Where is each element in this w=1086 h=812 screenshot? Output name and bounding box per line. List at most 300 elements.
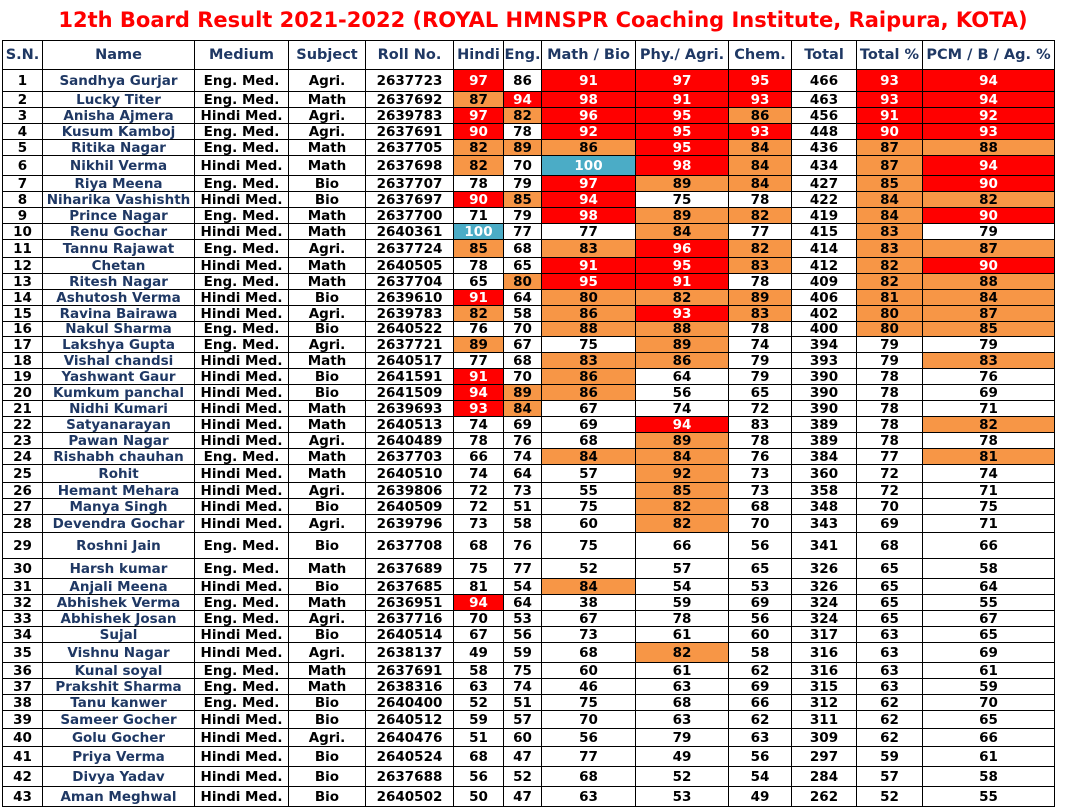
cell-phy-agri[interactable]: 96 — [636, 240, 729, 258]
cell-medium[interactable]: Eng. Med. — [195, 240, 289, 258]
cell-roll-no[interactable]: 2640522 — [366, 322, 454, 337]
cell-phy-agri[interactable]: 95 — [636, 258, 729, 274]
cell-roll-no[interactable]: 2637691 — [366, 124, 454, 140]
cell-roll-no[interactable]: 2640517 — [366, 353, 454, 369]
cell-medium[interactable]: Eng. Med. — [195, 611, 289, 627]
cell-pcm-percent[interactable]: 81 — [923, 449, 1055, 465]
cell-math-bio[interactable]: 46 — [542, 679, 636, 695]
table-row[interactable] — [3, 322, 1055, 337]
cell-roll-no[interactable]: 2637708 — [366, 533, 454, 559]
cell-sn[interactable]: 36 — [3, 663, 43, 679]
cell-sn[interactable]: 26 — [3, 483, 43, 499]
cell-math-bio[interactable]: 52 — [542, 559, 636, 579]
cell-total[interactable]: 262 — [792, 787, 857, 807]
column-header-subject[interactable]: Subject — [289, 41, 366, 70]
cell-chem[interactable]: 76 — [729, 449, 792, 465]
cell-pcm-percent[interactable]: 93 — [923, 124, 1055, 140]
cell-roll-no[interactable]: 2637700 — [366, 208, 454, 224]
cell-math-bio[interactable]: 86 — [542, 369, 636, 385]
cell-hindi[interactable]: 94 — [454, 595, 504, 611]
cell-sn[interactable]: 39 — [3, 711, 43, 729]
cell-name[interactable]: Satyanarayan — [43, 417, 195, 433]
cell-hindi[interactable]: 67 — [454, 627, 504, 643]
cell-pcm-percent[interactable]: 79 — [923, 224, 1055, 240]
cell-total[interactable]: 389 — [792, 417, 857, 433]
cell-name[interactable]: Prince Nagar — [43, 208, 195, 224]
cell-sn[interactable]: 38 — [3, 695, 43, 711]
cell-math-bio[interactable]: 77 — [542, 224, 636, 240]
cell-hindi[interactable]: 78 — [454, 176, 504, 192]
cell-pcm-percent[interactable]: 84 — [923, 290, 1055, 306]
cell-english[interactable]: 47 — [504, 787, 542, 807]
cell-phy-agri[interactable]: 79 — [636, 729, 729, 747]
cell-english[interactable]: 77 — [504, 559, 542, 579]
cell-hindi[interactable]: 56 — [454, 767, 504, 787]
cell-chem[interactable]: 72 — [729, 401, 792, 417]
cell-math-bio[interactable]: 86 — [542, 306, 636, 322]
cell-total-percent[interactable]: 87 — [857, 140, 923, 156]
cell-english[interactable]: 74 — [504, 449, 542, 465]
table-row[interactable] — [3, 224, 1055, 240]
cell-subject[interactable]: Agri. — [289, 433, 366, 449]
cell-medium[interactable]: Hindi Med. — [195, 579, 289, 595]
cell-phy-agri[interactable]: 95 — [636, 124, 729, 140]
cell-medium[interactable]: Hindi Med. — [195, 306, 289, 322]
cell-pcm-percent[interactable]: 59 — [923, 679, 1055, 695]
cell-phy-agri[interactable]: 66 — [636, 533, 729, 559]
cell-pcm-percent[interactable]: 75 — [923, 499, 1055, 515]
cell-name[interactable]: Ravina Bairawa — [43, 306, 195, 322]
cell-total-percent[interactable]: 59 — [857, 747, 923, 767]
cell-phy-agri[interactable]: 88 — [636, 322, 729, 337]
cell-pcm-percent[interactable]: 90 — [923, 208, 1055, 224]
cell-subject[interactable]: Math — [289, 559, 366, 579]
cell-sn[interactable]: 15 — [3, 306, 43, 322]
cell-pcm-percent[interactable]: 67 — [923, 611, 1055, 627]
column-header-name[interactable]: Name — [43, 41, 195, 70]
cell-name[interactable]: Kusum Kamboj — [43, 124, 195, 140]
cell-chem[interactable]: 82 — [729, 240, 792, 258]
cell-math-bio[interactable]: 80 — [542, 290, 636, 306]
cell-chem[interactable]: 86 — [729, 108, 792, 124]
cell-pcm-percent[interactable]: 61 — [923, 747, 1055, 767]
cell-hindi[interactable]: 58 — [454, 663, 504, 679]
cell-hindi[interactable]: 74 — [454, 417, 504, 433]
cell-english[interactable]: 77 — [504, 224, 542, 240]
cell-name[interactable]: Niharika Vashishth — [43, 192, 195, 208]
cell-pcm-percent[interactable]: 87 — [923, 240, 1055, 258]
cell-total[interactable]: 326 — [792, 559, 857, 579]
cell-math-bio[interactable]: 100 — [542, 156, 636, 176]
cell-total-percent[interactable]: 84 — [857, 208, 923, 224]
cell-total[interactable]: 434 — [792, 156, 857, 176]
cell-math-bio[interactable]: 68 — [542, 643, 636, 663]
cell-pcm-percent[interactable]: 71 — [923, 483, 1055, 499]
cell-subject[interactable]: Bio — [289, 369, 366, 385]
cell-total-percent[interactable]: 78 — [857, 401, 923, 417]
cell-subject[interactable]: Agri. — [289, 611, 366, 627]
cell-roll-no[interactable]: 2637705 — [366, 140, 454, 156]
cell-sn[interactable]: 27 — [3, 499, 43, 515]
cell-name[interactable]: Abhishek Verma — [43, 595, 195, 611]
cell-english[interactable]: 76 — [504, 533, 542, 559]
cell-pcm-percent[interactable]: 61 — [923, 663, 1055, 679]
cell-total-percent[interactable]: 80 — [857, 322, 923, 337]
cell-name[interactable]: Ritesh Nagar — [43, 274, 195, 290]
cell-hindi[interactable]: 71 — [454, 208, 504, 224]
table-row[interactable] — [3, 643, 1055, 663]
cell-roll-no[interactable]: 2641591 — [366, 369, 454, 385]
cell-phy-agri[interactable]: 91 — [636, 92, 729, 108]
table-row[interactable] — [3, 306, 1055, 322]
cell-hindi[interactable]: 75 — [454, 559, 504, 579]
cell-sn[interactable]: 8 — [3, 192, 43, 208]
cell-sn[interactable]: 12 — [3, 258, 43, 274]
cell-name[interactable]: Golu Gocher — [43, 729, 195, 747]
cell-pcm-percent[interactable]: 90 — [923, 176, 1055, 192]
cell-pcm-percent[interactable]: 88 — [923, 140, 1055, 156]
cell-hindi[interactable]: 87 — [454, 92, 504, 108]
cell-english[interactable]: 86 — [504, 70, 542, 92]
cell-english[interactable]: 57 — [504, 711, 542, 729]
cell-pcm-percent[interactable]: 70 — [923, 695, 1055, 711]
cell-total-percent[interactable]: 82 — [857, 274, 923, 290]
cell-phy-agri[interactable]: 98 — [636, 156, 729, 176]
cell-total-percent[interactable]: 52 — [857, 787, 923, 807]
cell-medium[interactable]: Hindi Med. — [195, 747, 289, 767]
cell-subject[interactable]: Math — [289, 258, 366, 274]
cell-name[interactable]: Nakul Sharma — [43, 322, 195, 337]
cell-chem[interactable]: 84 — [729, 156, 792, 176]
cell-hindi[interactable]: 66 — [454, 449, 504, 465]
cell-medium[interactable]: Eng. Med. — [195, 208, 289, 224]
cell-total[interactable]: 394 — [792, 337, 857, 353]
cell-name[interactable]: Aman Meghwal — [43, 787, 195, 807]
table-row[interactable] — [3, 124, 1055, 140]
cell-math-bio[interactable]: 73 — [542, 627, 636, 643]
cell-subject[interactable]: Math — [289, 353, 366, 369]
column-header-roll-no[interactable]: Roll No. — [366, 41, 454, 70]
cell-total-percent[interactable]: 70 — [857, 499, 923, 515]
cell-roll-no[interactable]: 2637698 — [366, 156, 454, 176]
cell-pcm-percent[interactable]: 55 — [923, 787, 1055, 807]
cell-total[interactable]: 427 — [792, 176, 857, 192]
cell-sn[interactable]: 23 — [3, 433, 43, 449]
cell-subject[interactable]: Bio — [289, 290, 366, 306]
column-header-math-bio[interactable]: Math / Bio — [542, 41, 636, 70]
table-row[interactable] — [3, 465, 1055, 483]
cell-roll-no[interactable]: 2640489 — [366, 433, 454, 449]
cell-phy-agri[interactable]: 82 — [636, 643, 729, 663]
cell-total-percent[interactable]: 87 — [857, 156, 923, 176]
cell-sn[interactable]: 30 — [3, 559, 43, 579]
cell-subject[interactable]: Bio — [289, 176, 366, 192]
cell-hindi[interactable]: 72 — [454, 499, 504, 515]
cell-medium[interactable]: Hindi Med. — [195, 224, 289, 240]
cell-math-bio[interactable]: 75 — [542, 499, 636, 515]
cell-total-percent[interactable]: 57 — [857, 767, 923, 787]
cell-total-percent[interactable]: 72 — [857, 465, 923, 483]
cell-subject[interactable]: Agri. — [289, 515, 366, 533]
cell-english[interactable]: 52 — [504, 767, 542, 787]
cell-total[interactable]: 312 — [792, 695, 857, 711]
cell-subject[interactable]: Agri. — [289, 70, 366, 92]
table-row[interactable] — [3, 515, 1055, 533]
cell-total-percent[interactable]: 93 — [857, 92, 923, 108]
cell-total[interactable]: 389 — [792, 433, 857, 449]
cell-total[interactable]: 341 — [792, 533, 857, 559]
cell-name[interactable]: Roshni Jain — [43, 533, 195, 559]
cell-phy-agri[interactable]: 57 — [636, 559, 729, 579]
cell-phy-agri[interactable]: 91 — [636, 274, 729, 290]
cell-hindi[interactable]: 51 — [454, 729, 504, 747]
column-header-sn[interactable]: S.N. — [3, 41, 43, 70]
cell-total[interactable]: 419 — [792, 208, 857, 224]
cell-roll-no[interactable]: 2637721 — [366, 337, 454, 353]
cell-roll-no[interactable]: 2637691 — [366, 663, 454, 679]
cell-subject[interactable]: Bio — [289, 579, 366, 595]
cell-phy-agri[interactable]: 78 — [636, 611, 729, 627]
cell-name[interactable]: Ashutosh Verma — [43, 290, 195, 306]
cell-chem[interactable]: 78 — [729, 192, 792, 208]
cell-math-bio[interactable]: 69 — [542, 417, 636, 433]
column-header-total[interactable]: Total — [792, 41, 857, 70]
cell-english[interactable]: 60 — [504, 729, 542, 747]
cell-math-bio[interactable]: 56 — [542, 729, 636, 747]
cell-total[interactable]: 390 — [792, 401, 857, 417]
cell-name[interactable]: Nikhil Verma — [43, 156, 195, 176]
cell-math-bio[interactable]: 84 — [542, 449, 636, 465]
cell-pcm-percent[interactable]: 58 — [923, 559, 1055, 579]
cell-sn[interactable]: 3 — [3, 108, 43, 124]
cell-medium[interactable]: Hindi Med. — [195, 353, 289, 369]
cell-subject[interactable]: Bio — [289, 767, 366, 787]
cell-medium[interactable]: Hindi Med. — [195, 433, 289, 449]
cell-math-bio[interactable]: 96 — [542, 108, 636, 124]
table-row[interactable] — [3, 695, 1055, 711]
cell-subject[interactable]: Bio — [289, 499, 366, 515]
cell-english[interactable]: 75 — [504, 663, 542, 679]
cell-english[interactable]: 59 — [504, 643, 542, 663]
cell-name[interactable]: Renu Gochar — [43, 224, 195, 240]
cell-roll-no[interactable]: 2640512 — [366, 711, 454, 729]
cell-roll-no[interactable]: 2641509 — [366, 385, 454, 401]
cell-phy-agri[interactable]: 93 — [636, 306, 729, 322]
cell-pcm-percent[interactable]: 55 — [923, 595, 1055, 611]
cell-total-percent[interactable]: 91 — [857, 108, 923, 124]
cell-pcm-percent[interactable]: 87 — [923, 306, 1055, 322]
cell-phy-agri[interactable]: 74 — [636, 401, 729, 417]
cell-name[interactable]: Vishal chandsi — [43, 353, 195, 369]
cell-total[interactable]: 414 — [792, 240, 857, 258]
cell-english[interactable]: 51 — [504, 499, 542, 515]
cell-total[interactable]: 317 — [792, 627, 857, 643]
cell-pcm-percent[interactable]: 85 — [923, 322, 1055, 337]
cell-sn[interactable]: 2 — [3, 92, 43, 108]
cell-hindi[interactable]: 90 — [454, 124, 504, 140]
cell-chem[interactable]: 62 — [729, 711, 792, 729]
cell-sn[interactable]: 21 — [3, 401, 43, 417]
cell-pcm-percent[interactable]: 79 — [923, 337, 1055, 353]
cell-phy-agri[interactable]: 95 — [636, 108, 729, 124]
cell-sn[interactable]: 33 — [3, 611, 43, 627]
table-row[interactable] — [3, 559, 1055, 579]
cell-english[interactable]: 85 — [504, 192, 542, 208]
cell-subject[interactable]: Math — [289, 401, 366, 417]
cell-math-bio[interactable]: 84 — [542, 579, 636, 595]
cell-hindi[interactable]: 63 — [454, 679, 504, 695]
cell-total[interactable]: 415 — [792, 224, 857, 240]
cell-sn[interactable]: 6 — [3, 156, 43, 176]
cell-pcm-percent[interactable]: 83 — [923, 353, 1055, 369]
cell-roll-no[interactable]: 2640510 — [366, 465, 454, 483]
table-row[interactable] — [3, 449, 1055, 465]
cell-name[interactable]: Manya Singh — [43, 499, 195, 515]
cell-english[interactable]: 76 — [504, 433, 542, 449]
cell-name[interactable]: Yashwant Gaur — [43, 369, 195, 385]
cell-pcm-percent[interactable]: 66 — [923, 729, 1055, 747]
cell-roll-no[interactable]: 2640513 — [366, 417, 454, 433]
cell-total[interactable]: 448 — [792, 124, 857, 140]
cell-english[interactable]: 64 — [504, 595, 542, 611]
cell-math-bio[interactable]: 70 — [542, 711, 636, 729]
table-row[interactable] — [3, 595, 1055, 611]
cell-total-percent[interactable]: 62 — [857, 729, 923, 747]
cell-subject[interactable]: Agri. — [289, 729, 366, 747]
cell-math-bio[interactable]: 92 — [542, 124, 636, 140]
cell-name[interactable]: Devendra Gochar — [43, 515, 195, 533]
cell-total-percent[interactable]: 63 — [857, 627, 923, 643]
cell-hindi[interactable]: 74 — [454, 465, 504, 483]
cell-hindi[interactable]: 94 — [454, 385, 504, 401]
cell-medium[interactable]: Eng. Med. — [195, 140, 289, 156]
cell-phy-agri[interactable]: 63 — [636, 711, 729, 729]
cell-chem[interactable]: 84 — [729, 140, 792, 156]
cell-roll-no[interactable]: 2637692 — [366, 92, 454, 108]
cell-total[interactable]: 324 — [792, 595, 857, 611]
cell-math-bio[interactable]: 77 — [542, 747, 636, 767]
cell-subject[interactable]: Agri. — [289, 306, 366, 322]
cell-chem[interactable]: 56 — [729, 747, 792, 767]
cell-hindi[interactable]: 100 — [454, 224, 504, 240]
cell-subject[interactable]: Agri. — [289, 240, 366, 258]
cell-medium[interactable]: Hindi Med. — [195, 417, 289, 433]
cell-pcm-percent[interactable]: 65 — [923, 627, 1055, 643]
cell-english[interactable]: 64 — [504, 290, 542, 306]
table-row[interactable] — [3, 337, 1055, 353]
cell-chem[interactable]: 79 — [729, 369, 792, 385]
cell-pcm-percent[interactable]: 94 — [923, 92, 1055, 108]
cell-sn[interactable]: 25 — [3, 465, 43, 483]
cell-name[interactable]: Tannu Rajawat — [43, 240, 195, 258]
cell-english[interactable]: 64 — [504, 465, 542, 483]
cell-subject[interactable]: Math — [289, 208, 366, 224]
cell-pcm-percent[interactable]: 92 — [923, 108, 1055, 124]
cell-total-percent[interactable]: 83 — [857, 240, 923, 258]
cell-hindi[interactable]: 77 — [454, 353, 504, 369]
cell-sn[interactable]: 5 — [3, 140, 43, 156]
cell-total-percent[interactable]: 78 — [857, 433, 923, 449]
cell-sn[interactable]: 17 — [3, 337, 43, 353]
cell-name[interactable]: Lucky Titer — [43, 92, 195, 108]
cell-sn[interactable]: 32 — [3, 595, 43, 611]
cell-math-bio[interactable]: 68 — [542, 767, 636, 787]
cell-hindi[interactable]: 93 — [454, 401, 504, 417]
cell-math-bio[interactable]: 94 — [542, 192, 636, 208]
column-header-total-percent[interactable]: Total % — [857, 41, 923, 70]
cell-english[interactable]: 65 — [504, 258, 542, 274]
cell-phy-agri[interactable]: 84 — [636, 449, 729, 465]
cell-name[interactable]: Pawan Nagar — [43, 433, 195, 449]
cell-total-percent[interactable]: 65 — [857, 579, 923, 595]
cell-phy-agri[interactable]: 75 — [636, 192, 729, 208]
table-row[interactable] — [3, 679, 1055, 695]
cell-pcm-percent[interactable]: 64 — [923, 579, 1055, 595]
cell-chem[interactable]: 68 — [729, 499, 792, 515]
cell-sn[interactable]: 28 — [3, 515, 43, 533]
cell-roll-no[interactable]: 2640524 — [366, 747, 454, 767]
cell-pcm-percent[interactable]: 90 — [923, 258, 1055, 274]
cell-chem[interactable]: 49 — [729, 787, 792, 807]
cell-phy-agri[interactable]: 89 — [636, 208, 729, 224]
cell-total-percent[interactable]: 84 — [857, 192, 923, 208]
table-row[interactable] — [3, 433, 1055, 449]
cell-math-bio[interactable]: 91 — [542, 70, 636, 92]
cell-medium[interactable]: Eng. Med. — [195, 92, 289, 108]
cell-phy-agri[interactable]: 61 — [636, 627, 729, 643]
cell-sn[interactable]: 24 — [3, 449, 43, 465]
cell-roll-no[interactable]: 2639806 — [366, 483, 454, 499]
cell-medium[interactable]: Eng. Med. — [195, 70, 289, 92]
cell-math-bio[interactable]: 95 — [542, 274, 636, 290]
cell-english[interactable]: 58 — [504, 515, 542, 533]
cell-math-bio[interactable]: 75 — [542, 533, 636, 559]
cell-total[interactable]: 309 — [792, 729, 857, 747]
cell-math-bio[interactable]: 88 — [542, 322, 636, 337]
cell-math-bio[interactable]: 55 — [542, 483, 636, 499]
cell-pcm-percent[interactable]: 88 — [923, 274, 1055, 290]
cell-english[interactable]: 58 — [504, 306, 542, 322]
cell-chem[interactable]: 56 — [729, 611, 792, 627]
cell-pcm-percent[interactable]: 71 — [923, 401, 1055, 417]
cell-sn[interactable]: 13 — [3, 274, 43, 290]
cell-chem[interactable]: 73 — [729, 465, 792, 483]
cell-total-percent[interactable]: 65 — [857, 595, 923, 611]
table-row[interactable] — [3, 579, 1055, 595]
cell-chem[interactable]: 95 — [729, 70, 792, 92]
cell-english[interactable]: 67 — [504, 337, 542, 353]
table-row[interactable] — [3, 787, 1055, 807]
cell-hindi[interactable]: 85 — [454, 240, 504, 258]
cell-roll-no[interactable]: 2640400 — [366, 695, 454, 711]
table-row[interactable] — [3, 70, 1055, 92]
cell-medium[interactable]: Eng. Med. — [195, 176, 289, 192]
cell-total-percent[interactable]: 80 — [857, 306, 923, 322]
cell-total-percent[interactable]: 65 — [857, 559, 923, 579]
cell-english[interactable]: 69 — [504, 417, 542, 433]
cell-sn[interactable]: 41 — [3, 747, 43, 767]
cell-chem[interactable]: 63 — [729, 729, 792, 747]
cell-pcm-percent[interactable]: 69 — [923, 385, 1055, 401]
cell-english[interactable]: 53 — [504, 611, 542, 627]
cell-total[interactable]: 412 — [792, 258, 857, 274]
cell-english[interactable]: 51 — [504, 695, 542, 711]
cell-roll-no[interactable]: 2639783 — [366, 108, 454, 124]
cell-chem[interactable]: 83 — [729, 306, 792, 322]
cell-chem[interactable]: 93 — [729, 124, 792, 140]
cell-chem[interactable]: 69 — [729, 595, 792, 611]
cell-english[interactable]: 78 — [504, 124, 542, 140]
